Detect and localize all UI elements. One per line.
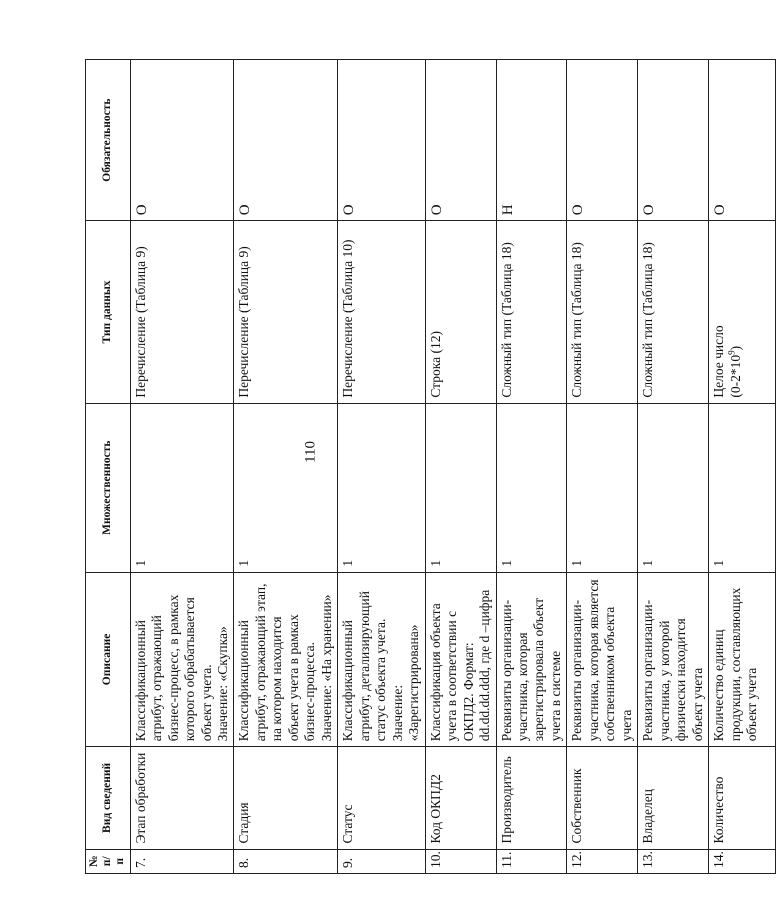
row-description: Реквизиты организации-участника, которая зарегистрировала объект учета в системе [496,572,567,747]
table-row [709,60,776,874]
range-exponent: 9 [726,350,737,355]
row-description-text: Классификационный атрибут, отражающий бизнес-процесс, в рамках которого обрабатывается объект учета. [132,594,214,742]
row-data-type: Сложный тип (Таблица 18) [496,221,567,403]
row-multiplicity: 1 [709,403,776,572]
header-required: Обязательность [86,60,131,221]
row-multiplicity: 1 [130,403,234,572]
table-row [425,60,496,874]
table-header-row [86,60,131,874]
row-multiplicity: 1 [338,403,425,572]
table-row [638,60,709,874]
row-name: Владелец [638,747,709,849]
row-num: 10. [425,849,496,873]
table-row [234,60,338,874]
header-description: Описание [86,572,131,747]
row-num: 7. [130,849,234,873]
row-data-type: Сложный тип (Таблица 18) [567,221,638,403]
table-rotated-wrapper [85,59,760,874]
row-name: Этап обработки [130,747,234,849]
row-data-type: Перечисление (Таблица 10) [338,221,425,403]
row-data-type: Перечисление (Таблица 9) [234,221,338,403]
row-num: 11. [496,849,567,873]
row-name: Производитель [496,747,567,849]
row-description [130,572,234,747]
row-required: О [709,60,776,221]
row-num: 8. [234,849,338,873]
row-data-type: Сложный тип (Таблица 18) [638,221,709,403]
table-row [130,60,234,874]
row-required: Н [496,60,567,221]
row-required: О [234,60,338,221]
row-data-type-range: $(0-2*10^9)$ [726,345,743,398]
page-number: 110 [302,441,319,463]
row-description-value: Значение: «Зарегистрирована» [389,624,422,742]
row-required: О [130,60,234,221]
row-description: Классификация объекта учета в соответствии с ОКПД2. Формат: dd.dd.dd.ddd, где d –цифра [425,572,496,747]
table-row [338,60,425,874]
row-multiplicity: 1 [234,403,338,572]
header-multiplicity: Множественность [86,403,131,572]
row-data-type: Строка (12) [425,221,496,403]
row-num: 9. [338,849,425,873]
row-required: О [425,60,496,221]
row-description [338,572,425,747]
row-name: Количество [709,747,776,849]
row-multiplicity: 1 [567,403,638,572]
row-required: О [338,60,425,221]
row-description-text: Классификационный атрибут, детализирующий статус объекта учета. [340,591,389,742]
header-name: Вид сведений [86,747,131,849]
data-table [85,59,776,874]
header-num: № п/п [86,849,131,873]
row-required: О [567,60,638,221]
row-data-type: Перечисление (Таблица 9) [130,221,234,403]
row-num: 12. [567,849,638,873]
row-data-type [709,221,776,403]
row-name: Статус [338,747,425,849]
table-row [567,60,638,874]
row-description-value: Значение: «На хранении» [318,594,334,742]
row-description [234,572,338,747]
row-description-value: Значение: «Скупка» [215,626,230,742]
row-data-type-text: Целое число [711,325,727,398]
row-name: Стадия [234,747,338,849]
row-name: Собственник [567,747,638,849]
row-multiplicity: 1 [496,403,567,572]
row-description-text: Классификационный атрибут, отражающий этап, на котором находится объект учета в рамках бизнес-процесса. [236,583,318,742]
header-data-type: Тип данных [86,221,131,403]
table-row [496,60,567,874]
row-multiplicity: 1 [425,403,496,572]
row-name: Код ОКПД2 [425,747,496,849]
row-description: Реквизиты организации-участника, у которой физически находится объект учета [638,572,709,747]
row-description: Реквизиты организации-участника, которая является собственником объекта учета [567,572,638,747]
row-num: 13. [638,849,709,873]
row-num: 14. [709,849,776,873]
row-description: Количество единиц продукции, составляющих объект учета [709,572,776,747]
row-required: О [638,60,709,221]
row-multiplicity: 1 [638,403,709,572]
